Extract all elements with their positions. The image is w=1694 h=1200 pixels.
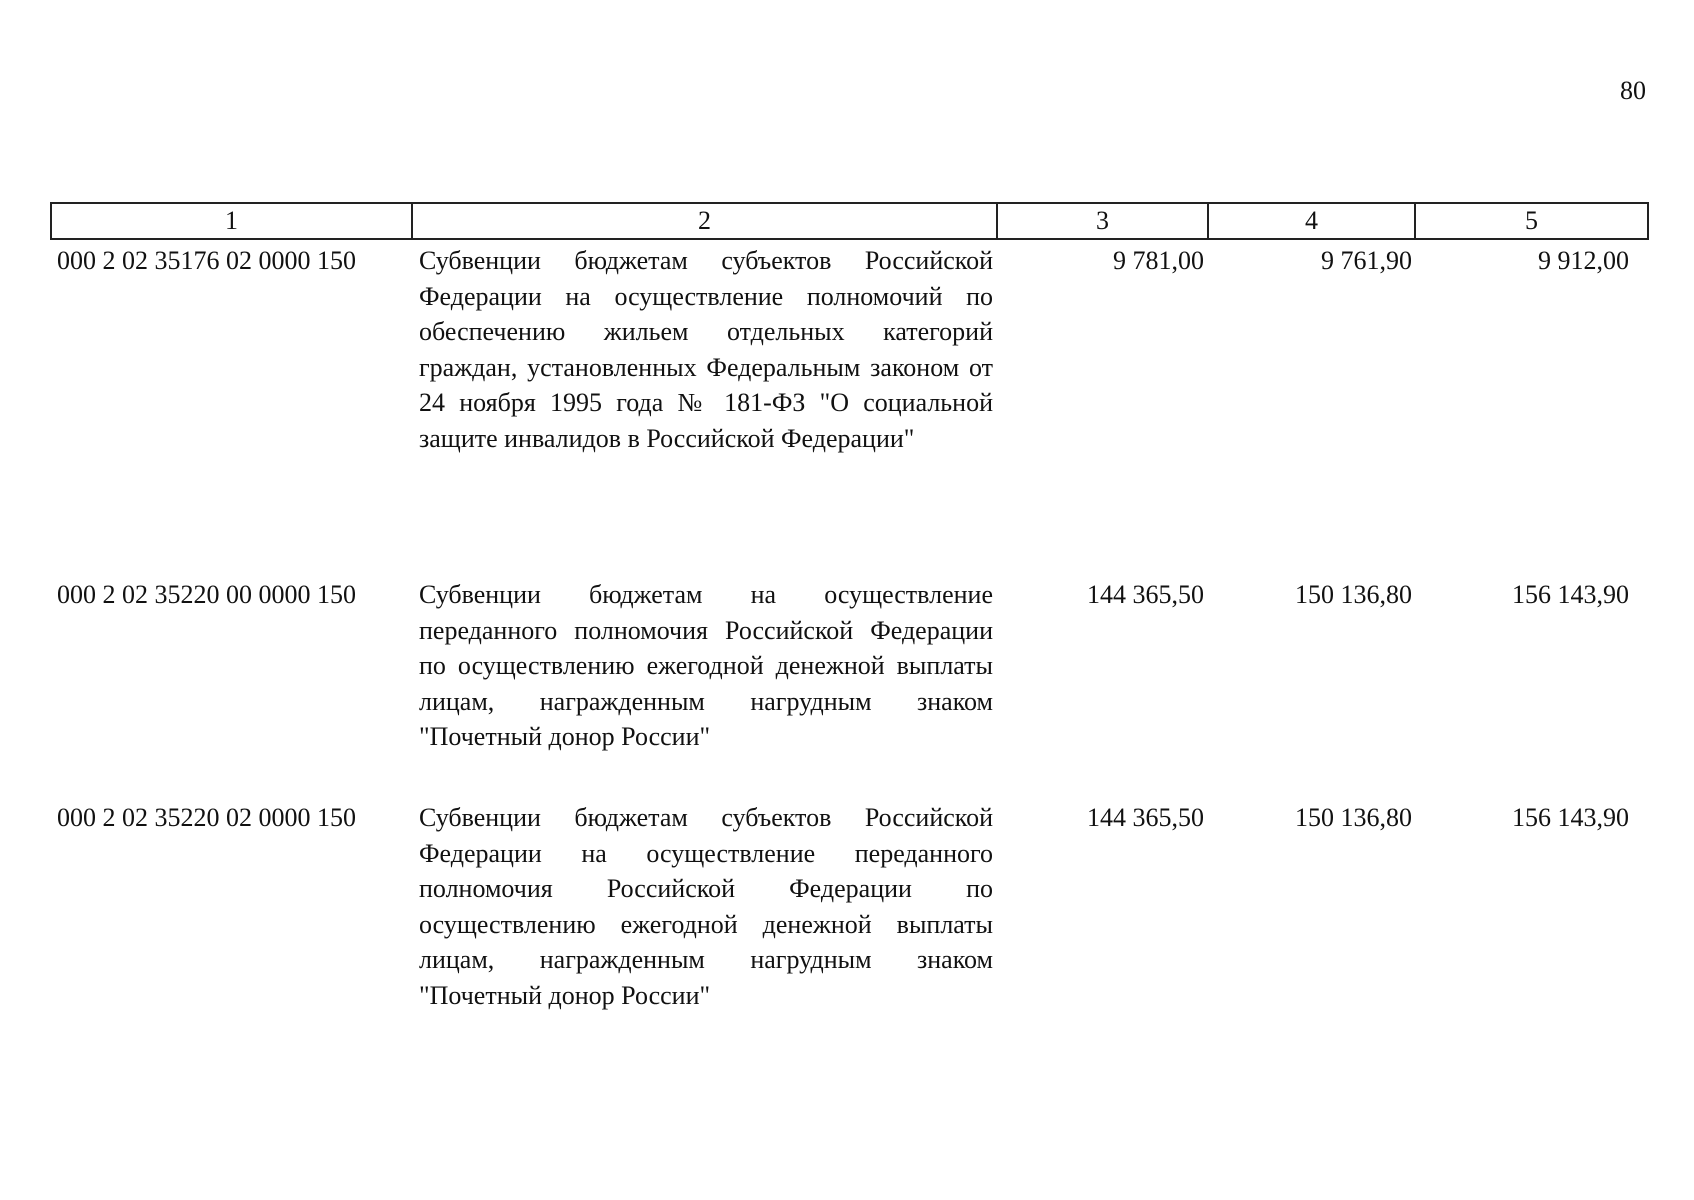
budget-code: 000 2 02 35220 00 0000 150 [57, 580, 356, 609]
table-row [51, 239, 1648, 574]
amount-col-5: 156 143,90 [1512, 580, 1629, 609]
budget-code: 000 2 02 35176 02 0000 150 [57, 246, 356, 275]
header-col-3: 3 [997, 203, 1208, 239]
budget-description: Субвенции бюджетам на осуществление переданного полномочия Российской Федерации по осуществлению ежегодной денежной выплаты лицам, награжденным нагрудным знаком "Почетный донор России" [419, 580, 993, 751]
budget-description: Субвенции бюджетам субъектов Российской Федерации на осуществление переданного полномочия Российской Федерации по осуществлению ежегодной денежной выплаты лицам, награжденным нагрудным знаком "Почетный донор России" [419, 803, 993, 1010]
header-col-2: 2 [412, 203, 997, 239]
table-row [51, 797, 1648, 1020]
amount-col-4: 150 136,80 [1295, 580, 1412, 609]
budget-table [50, 202, 1649, 1020]
amount-col-4: 9 761,90 [1321, 246, 1412, 275]
table-header [51, 203, 1648, 239]
amount-col-3: 9 781,00 [1113, 246, 1204, 275]
amount-col-5: 9 912,00 [1538, 246, 1629, 275]
amount-col-5: 156 143,90 [1512, 803, 1629, 832]
header-col-4: 4 [1208, 203, 1415, 239]
header-col-5: 5 [1415, 203, 1648, 239]
amount-col-3: 144 365,50 [1087, 580, 1204, 609]
header-row [51, 203, 1648, 239]
amount-col-3: 144 365,50 [1087, 803, 1204, 832]
table-row [51, 574, 1648, 797]
amount-col-4: 150 136,80 [1295, 803, 1412, 832]
budget-description: Субвенции бюджетам субъектов Российской Федерации на осуществление полномочий по обеспечению жильем отдельных категорий граждан, установленных Федеральным законом от 24 ноября 1995 года № 181-ФЗ "О социальной защите инвалидов в Российской Федерации" [419, 246, 993, 453]
header-col-1: 1 [51, 203, 412, 239]
page-number: 80 [1620, 76, 1646, 105]
budget-code: 000 2 02 35220 02 0000 150 [57, 803, 356, 832]
table-body [51, 239, 1648, 1020]
